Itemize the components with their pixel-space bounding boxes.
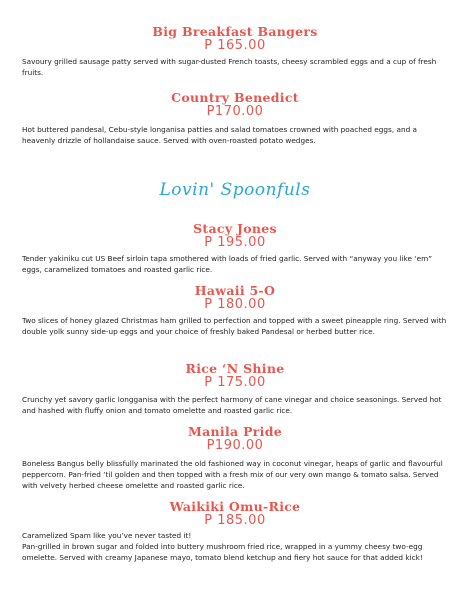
item-price: P 180.00 [204, 297, 266, 312]
item-title: Waikiki Omu-Rice [169, 499, 301, 514]
item-description: Boneless Bangus belly blissfully marinated the old fashioned way in coconut vinegar, heaps of garlic and flavourful peppercorn. Pan-fried ’til golden and then topped with a fresh mix of our very own mango & tomato salsa. Served with velvety herbed cheese omelette and roasted garlic rice. [22, 459, 443, 491]
item-description: Tender yakiniku cut US Beef sirloin tapa smothered with loads of fried garlic. Served with “anyway you like ‘em” eggs, caramelized tomatoes and roasted garlic rice. [22, 254, 432, 275]
item-tagline: Caramelized Spam like you’ve never tasted it! [22, 531, 192, 540]
item-title: Rice ‘N Shine [185, 361, 285, 376]
item-price: P 195.00 [204, 235, 266, 250]
item-title: Hawaii 5-O [194, 283, 276, 298]
item-description: Two slices of honey glazed Christmas ham grilled to perfection and topped with a sweet pineapple ring. Served with double yolk sunny side-up eggs and your choice of freshly baked Pandesal or herbed butter rice. [22, 316, 447, 337]
item-description: Pan-grilled in brown sugar and folded into buttery mushroom fried rice, wrapped in a yummy cheesy two-egg omelette. Served with creamy Japanese mayo, tomato blend ketchup and fiery hot sauce for that added kick! [22, 542, 423, 563]
item-price: P 185.00 [204, 513, 266, 528]
item-description: Savoury grilled sausage patty served with sugar-dusted French toasts, cheesy scrambled eggs and a cup of fresh fruits. [22, 57, 437, 78]
item-title: Big Breakfast Bangers [152, 24, 318, 39]
item-price: P190.00 [206, 438, 264, 453]
item-description-block [22, 530, 452, 564]
item-title: Stacy Jones [193, 221, 277, 236]
item-price: P 175.00 [204, 375, 266, 390]
item-title: Country Benedict [171, 90, 299, 105]
item-description: Crunchy yet savory garlic longganisa with the perfect harmony of cane vinegar and choice seasonings. Served hot and hashed with fluffy onion and tomato omelette and roasted garlic rice. [22, 395, 442, 416]
section-heading: Lovin' Spoonfuls [159, 180, 311, 200]
item-description: Hot buttered pandesal, Cebu-style longanisa patties and salad tomatoes crowned with poached eggs, and a heavenly drizzle of hollandaise sauce. Served with oven-roasted potato wedges. [22, 125, 418, 146]
item-price: P 165.00 [204, 38, 266, 53]
item-title: Manila Pride [188, 424, 282, 439]
item-price: P170.00 [206, 104, 264, 119]
